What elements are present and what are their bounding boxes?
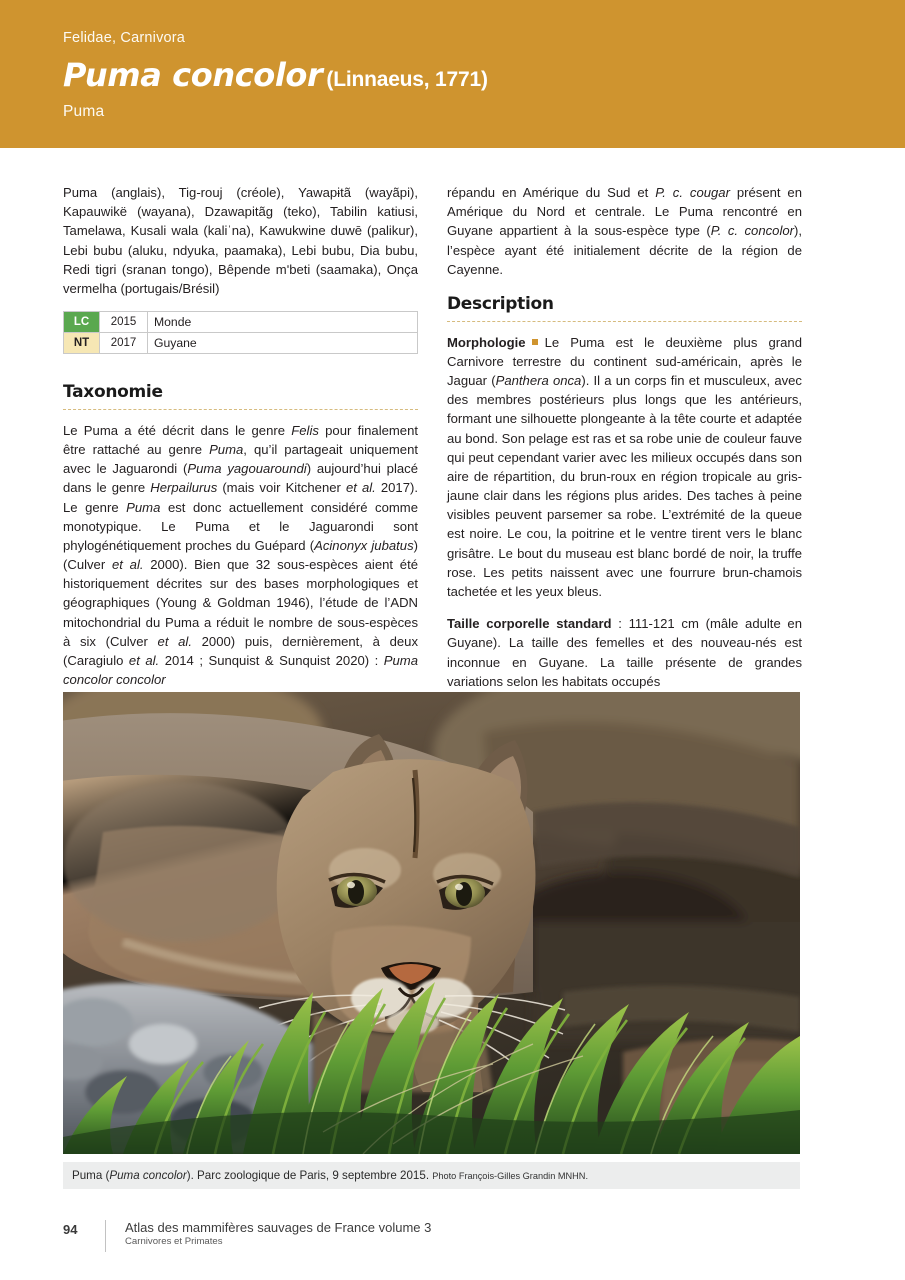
footer-text xyxy=(125,1220,431,1249)
section-divider xyxy=(447,321,802,322)
table-row xyxy=(64,333,418,354)
square-bullet-icon xyxy=(532,339,538,345)
page-number: 94 xyxy=(63,1222,78,1237)
book-subtitle: Carnivores et Primates xyxy=(125,1236,223,1248)
common-name: Puma xyxy=(63,102,105,120)
right-column xyxy=(447,183,802,691)
taille-corporelle-paragraph: Taille corporelle standard : 111-121 cm (mâle adulte en Guyane). La taille des femelles et des nouveau-nés est inconnue en Guyane. La taille présente de grandes variations selon les habitats occupés xyxy=(447,616,803,689)
taxon-family-label: Felidae, Carnivora xyxy=(63,30,186,46)
section-description xyxy=(447,292,802,691)
photo-credit: Photo François-Gilles Grandin MNHN. xyxy=(432,1171,588,1181)
page-title xyxy=(63,55,845,94)
footer-divider xyxy=(105,1220,106,1252)
morphologie-label: Morphologie xyxy=(447,334,526,350)
status-scope: Monde xyxy=(148,312,418,333)
status-year: 2017 xyxy=(100,333,148,354)
status-badge: NT xyxy=(64,333,100,354)
banner-content xyxy=(63,31,845,121)
status-scope: Guyane xyxy=(148,333,418,354)
status-year: 2015 xyxy=(100,312,148,333)
scientific-name: Puma concolor xyxy=(63,55,323,94)
section-divider xyxy=(63,409,418,410)
photo-caption: Puma (Puma concolor). Parc zoologique de Paris, 9 septembre 2015. Photo François-Gilles Grandin MNHN. xyxy=(63,1162,800,1189)
photo-illustration xyxy=(63,692,800,1154)
taxonomie-paragraph: Le Puma a été décrit dans le genre Felis pour finalement être rattaché au genre Puma, qu’il partageait uniquement avec le Jaguarondi (Puma yagouaroundi) aujourd’hui placé dans le genre Herpailurus (mais voir Kitchener et al. 2017). Le genre Puma est donc actuellement considéré comme monotypique. Le Puma et le Jaguarondi sont phylogénétiquement proches du Guépard (Acinonyx jubatus) (Culver et al. 2000). Bien que 32 sous-espèces aient été historiquement décrites sur des bases morphologiques et géographiques (Young & Goldman 1946), l’étude de l’ADN mitochondrial du Puma a réduit le nombre de sous-espèces à six (Culver et al. 2000) puis, dernièrement, à deux (Caragiulo et al. 2014 ; Sunquist & Sunquist 2020) : Puma concolor concolor xyxy=(63,422,419,688)
table-row xyxy=(64,312,418,333)
page-footer xyxy=(63,1220,800,1254)
conservation-status-table xyxy=(63,311,418,354)
vernacular-names-paragraph: Puma (anglais), Tig-rouj (créole), Yawapɨtã (wayãpi), Kapauwikë (wayana), Dzawapitãg (teko), Tabilin katiusi, Tamelawa, Kusali wala (kaliˈna), Kawukwine duwē (palikur), Lebi bubu (aluku, ndyuka, paamaka), Lebi bubu, Dia bubu, Redi tigri (sranan tongo), Bêpende mʹbeti (saamaka), Onça vermelha (portugais/Brésil) xyxy=(63,185,418,296)
morphologie-paragraph: Morphologie Le Puma est le deuxième plus grand Carnivore terrestre du continent sud-américain, après le Jaguar (Panthera onca). Il a un corps fin et musculeux, avec des membres postérieurs plus longs que les antérieurs, formant une silhouette plongeante à la tête courte et adaptée au bond. Son pelage est ras et sa robe unie de couleur fauve qui peut cependant varier avec les milieux occupés dans son aire de répartition, du brun-roux en région tropicale au gris-jaune clair dans les régions plus arides. Des taches à peine visibles peuvent parsemer sa robe. L’extrémité de la queue est noire. Le cou, la poitrine et le ventre tirent vers le blanc grisâtre. Le bout du museau est blanc bordé de noir, la truffe rose. Les petits naissent avec une fourrure brun-chamois tachetée et les yeux bleus. xyxy=(447,334,802,599)
taxonomie-continuation-paragraph: répandu en Amérique du Sud et P. c. cougar présent en Amérique du Nord et centrale. Le Puma rencontré en Guyane appartient à la sous-espèce type (P. c. concolor), l’espèce ayant été initialement décrite de la région de Cayenne. xyxy=(447,185,803,277)
section-taxonomie xyxy=(63,380,418,689)
left-column xyxy=(63,183,418,689)
section-heading-taxonomie: Taxonomie xyxy=(63,382,163,403)
status-badge: LC xyxy=(64,312,100,333)
puma-photograph xyxy=(63,692,800,1154)
taille-label: Taille corporelle standard xyxy=(447,616,612,632)
taxon-authority: (Linnaeus, 1771) xyxy=(326,67,488,91)
section-heading-description: Description xyxy=(447,293,554,314)
book-title: Atlas des mammifères sauvages de France volume 3 xyxy=(125,1220,432,1235)
page-header-banner xyxy=(0,0,905,148)
